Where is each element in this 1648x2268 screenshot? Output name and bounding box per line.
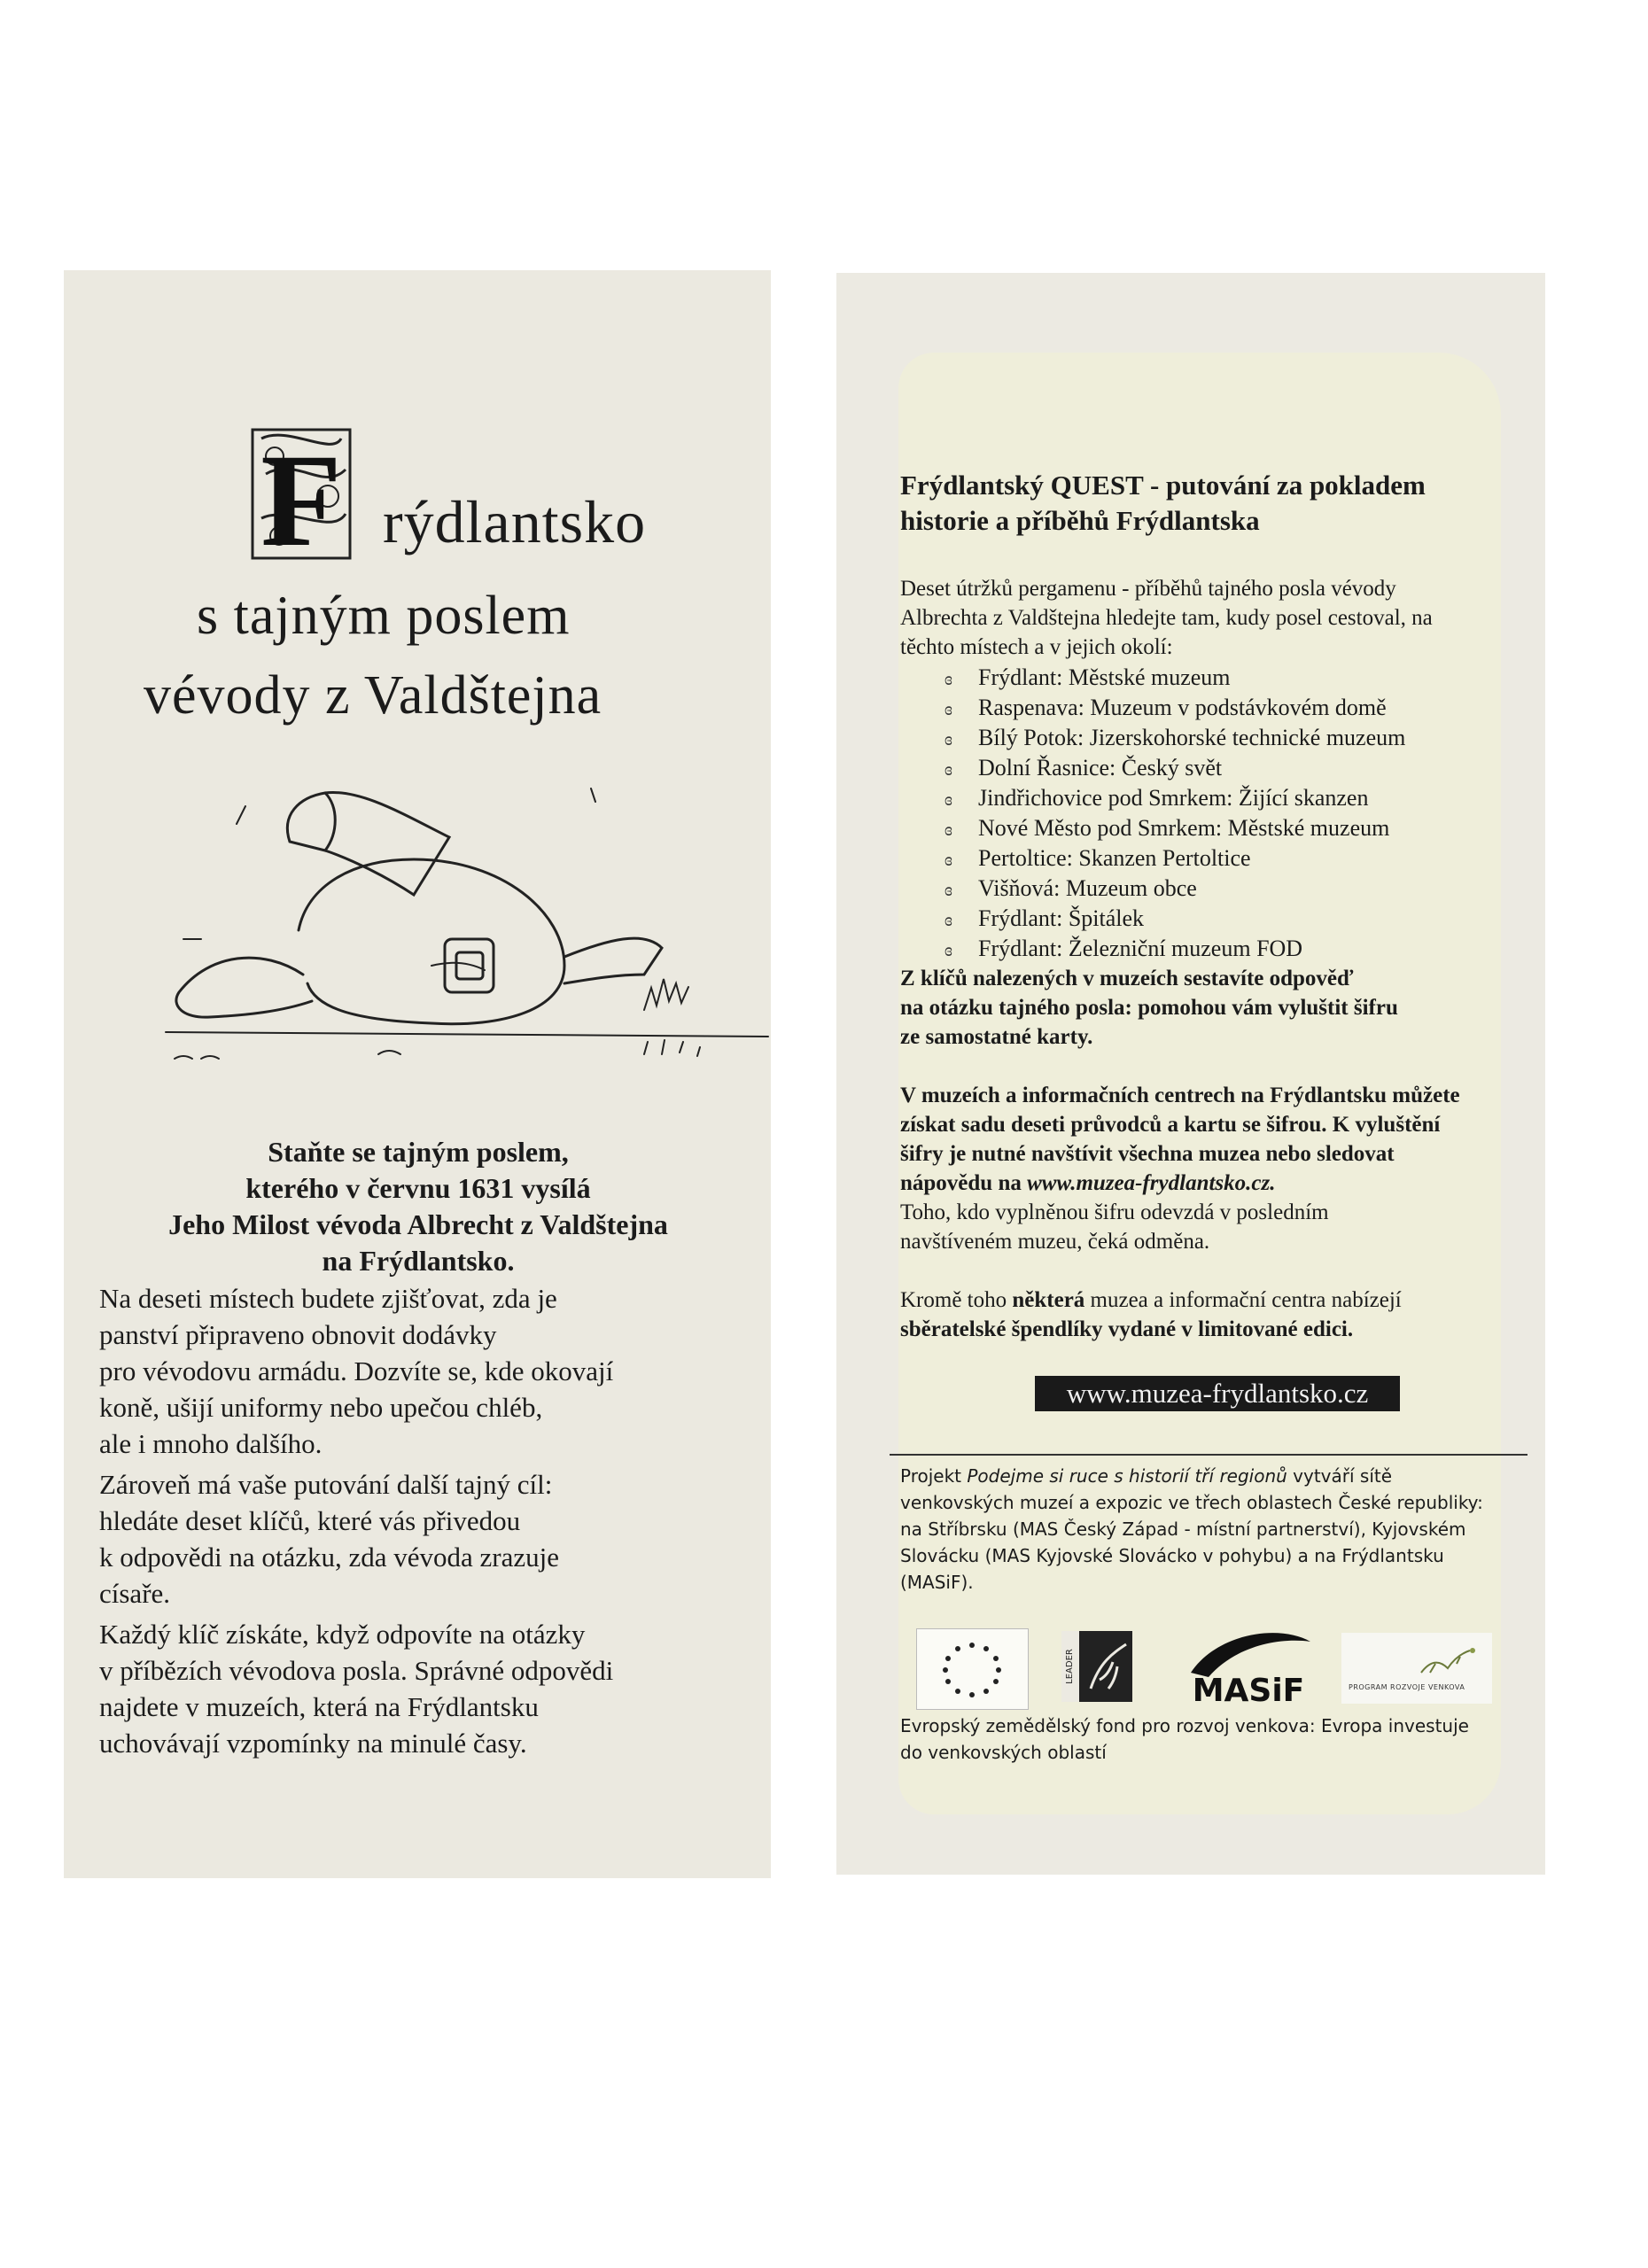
bullet-icon: ɞ <box>944 760 952 780</box>
keys-line: Z klíčů nalezených v muzeích sestavíte odpověď <box>900 967 1354 990</box>
body-line: Každý klíč získáte, když odpovíte na otázky <box>99 1619 586 1650</box>
reward-line: Toho, kdo vyplněnou šifru odevzdá v posledním <box>900 1200 1329 1224</box>
location-item: ɞ Višňová: Muzeum obce <box>944 874 1197 905</box>
museums-line: získat sadu deseti průvodců a kartu se šifrou. K vyluštění <box>900 1113 1441 1137</box>
intro-line: Deset útržků pergamenu - příběhů tajného posla vévody <box>900 577 1396 601</box>
bullet-icon: ɞ <box>944 790 952 810</box>
project-line: venkovských muzeí a expozic ve třech oblastech České republiky: <box>900 1492 1483 1513</box>
project-line: na Stříbrsku (MAS Český Západ - místní partnerství), Kyjovském <box>900 1518 1466 1540</box>
svg-text:LEADER: LEADER <box>1065 1649 1075 1684</box>
location-item: ɞ Jindřichovice pod Smrkem: Žijící skanzen <box>944 783 1368 815</box>
body-line: v příbězích vévodova posla. Správné odpovědi <box>99 1655 614 1686</box>
masif-logo <box>1182 1619 1315 1708</box>
reward-line: navštíveném muzeu, čeká odměna. <box>900 1230 1210 1254</box>
keys-line: ze samostatné karty. <box>900 1025 1093 1049</box>
quest-title-line-2: historie a příběhů Frýdlantska <box>900 505 1260 536</box>
project-line: (MASiF). <box>900 1572 974 1593</box>
eu-flag-logo <box>916 1628 1029 1710</box>
pins-line-2: sběratelské špendlíky vydané v limitované edici. <box>900 1317 1354 1341</box>
keys-line: na otázku tajného posla: pomohou vám vyluštit šifru <box>900 996 1398 1020</box>
body-line: najdete v muzeích, která na Frýdlantsku <box>99 1691 539 1722</box>
museums-line-url: nápovědu na www.muzea-frydlantsko.cz. <box>900 1171 1276 1195</box>
quest-title-line-1: Frýdlantský QUEST - putování za pokladem <box>900 470 1426 501</box>
body-line: Na deseti místech budete zjišťovat, zda je <box>99 1283 557 1314</box>
body-line: hledáte deset klíčů, které vás přivedou <box>99 1505 521 1536</box>
bullet-icon: ɞ <box>944 670 952 689</box>
location-item: ɞ Nové Město pod Smrkem: Městské muzeum <box>944 813 1389 845</box>
body-line: panství připraveno obnovit dodávky <box>99 1319 497 1350</box>
body-line: uchovávají vzpomínky na minulé časy. <box>99 1728 527 1759</box>
website-banner-link[interactable]: www.muzea-frydlantsko.cz <box>1035 1376 1400 1411</box>
museums-line: V muzeích a informačních centrech na Frýdlantsku můžete <box>900 1084 1460 1107</box>
bullet-icon: ɞ <box>944 850 952 870</box>
program-rozvoje-venkova-logo <box>1341 1633 1492 1704</box>
location-item: ɞ Raspenava: Muzeum v podstávkovém domě <box>944 693 1387 725</box>
body-line: koně, ušijí uniformy nebo upečou chléb, <box>99 1392 543 1423</box>
intro-line-2: kterého v červnu 1631 vysílá <box>245 1172 591 1204</box>
intro-line-1: Staňte se tajným poslem, <box>268 1136 569 1168</box>
leader-logo <box>1060 1627 1135 1706</box>
location-item: ɞ Pertoltice: Skanzen Pertoltice <box>944 843 1251 875</box>
intro-line-4: na Frýdlantsko. <box>322 1245 515 1277</box>
quest-title <box>900 468 1520 539</box>
intro-line: těchto místech a v jejich okolí: <box>900 635 1173 659</box>
bullet-icon: ɞ <box>944 730 952 750</box>
ornate-initial-f <box>226 421 377 567</box>
intro-line: Albrechta z Valdštejna hledejte tam, kudy posel cestoval, na <box>900 606 1433 630</box>
location-item: ɞ Bílý Potok: Jizerskohorské technické muzeum <box>944 723 1405 755</box>
left-flyer-page <box>64 270 771 1878</box>
program-rozvoje-venkova-label: PROGRAM ROZVOJE VENKOVA <box>1349 1683 1465 1691</box>
svg-text:MASiF: MASiF <box>1192 1673 1305 1708</box>
right-flyer-page <box>836 273 1545 1875</box>
project-line: Slovácku (MAS Kyjovské Slovácko v pohybu) a na Frýdlantsku <box>900 1545 1444 1566</box>
svg-text:F: F <box>260 427 342 567</box>
location-item: ɞ Dolní Řasnice: Český svět <box>944 753 1222 785</box>
pins-line-1: Kromě toho některá muzea a informační centra nabízejí <box>900 1288 1402 1312</box>
fund-line: Evropský zemědělský fond pro rozvoj venkova: Evropa investuje <box>900 1715 1469 1736</box>
fund-line: do venkovských oblastí <box>900 1742 1107 1763</box>
location-item: ɞ Frýdlant: Městské muzeum <box>944 663 1231 695</box>
project-line: Projekt Podejme si ruce s historií tří regionů vytváří sítě <box>900 1465 1393 1487</box>
intro-line-3: Jeho Milost vévoda Albrecht z Valdštejna <box>168 1208 668 1240</box>
museums-line: šifry je nutné navštívit všechna muzea nebo sledovat <box>900 1142 1395 1166</box>
illustration-sack-with-scroll <box>148 771 786 1072</box>
divider <box>890 1454 1528 1456</box>
museums-url-link[interactable]: www.muzea-frydlantsko.cz. <box>1027 1171 1276 1195</box>
bullet-icon: ɞ <box>944 700 952 719</box>
location-item: ɞ Frýdlant: Špitálek <box>944 904 1144 936</box>
body-line: Zároveň má vaše putování další tajný cíl: <box>99 1469 553 1500</box>
location-item: ɞ Frýdlant: Železniční muzeum FOD <box>944 934 1302 966</box>
body-line: ale i mnoho dalšího. <box>99 1428 323 1459</box>
bullet-icon: ɞ <box>944 911 952 930</box>
subtitle-line-1: s tajným poslem <box>197 586 571 646</box>
subtitle-line-2: vévody z Valdštejna <box>144 665 602 726</box>
bullet-icon: ɞ <box>944 881 952 900</box>
title-text: rýdlantsko <box>383 488 647 555</box>
bullet-icon: ɞ <box>944 941 952 960</box>
bullet-icon: ɞ <box>944 820 952 840</box>
body-line: k odpovědi na otázku, zda vévoda zrazuje <box>99 1542 560 1573</box>
body-line: pro vévodovu armádu. Dozvíte se, kde okovají <box>99 1355 614 1386</box>
body-line: císaře. <box>99 1578 171 1609</box>
